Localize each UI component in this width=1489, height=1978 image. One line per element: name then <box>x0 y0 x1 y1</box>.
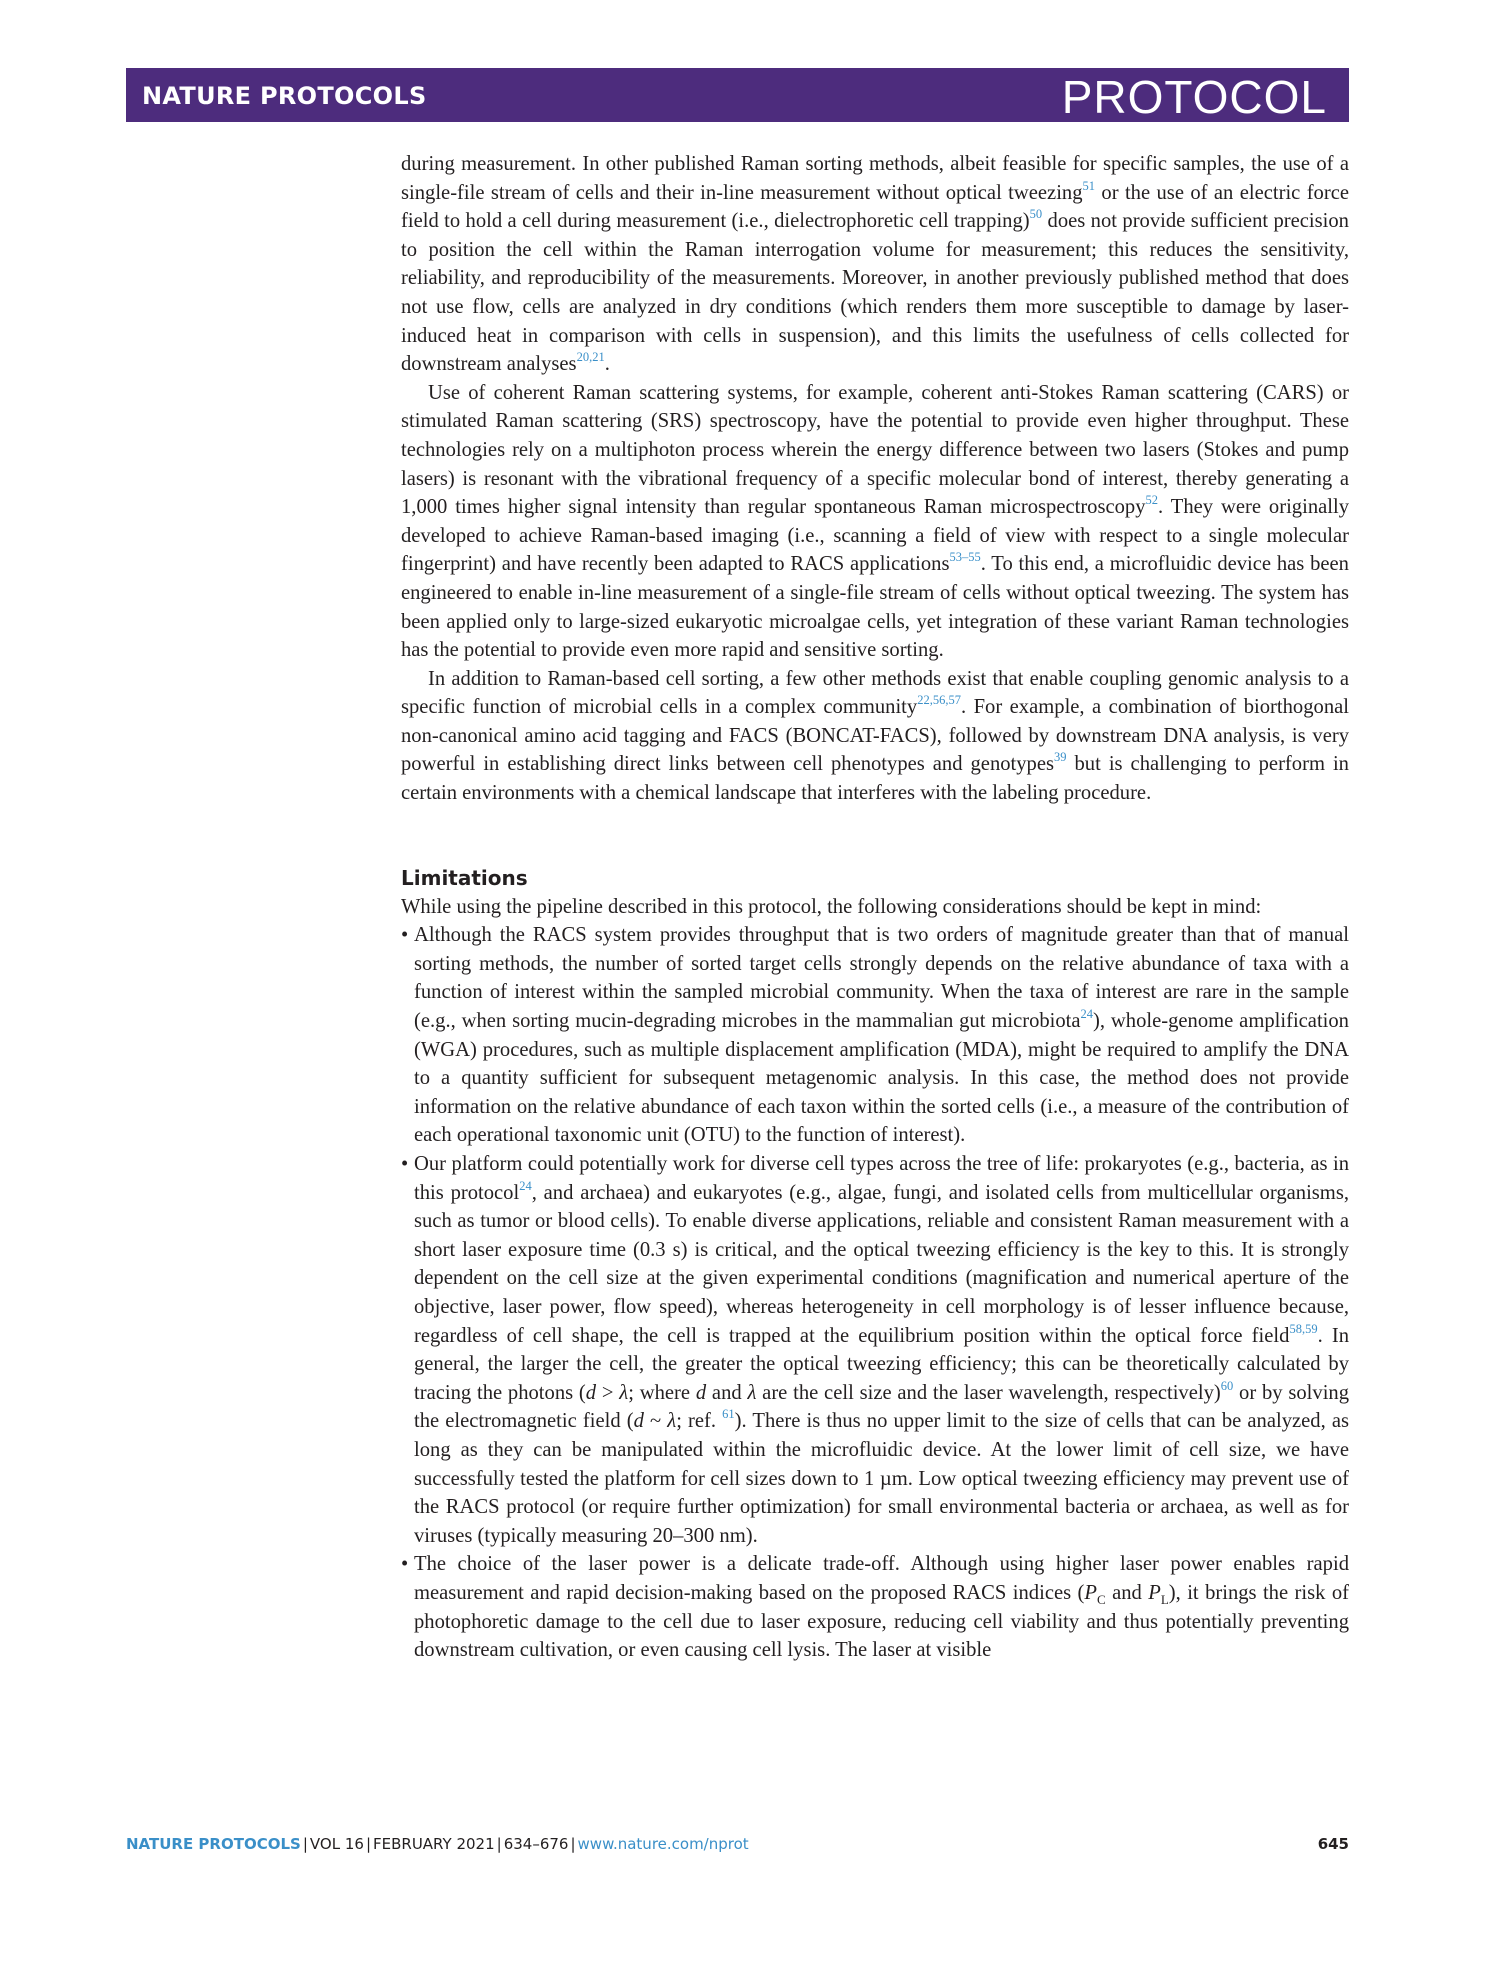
reference-link[interactable]: 24 <box>519 1178 532 1193</box>
limitations-intro: While using the pipeline described in this protocol, the following considerations should be kept in mind: <box>401 895 1262 918</box>
reference-link[interactable]: 58,59 <box>1289 1321 1318 1336</box>
page-number: 645 <box>1317 1835 1349 1853</box>
reference-link[interactable]: 22,56,57 <box>917 693 961 708</box>
reference-link[interactable]: 24 <box>1080 1007 1094 1022</box>
list-item: • Although the RACS system provides throughput that is two orders of magnitude greater than that of manual sorting methods, the number of sorted target cells strongly depends on the relative abundance of taxa with a function of interest within the sampled microbial community. When the taxa of interest are rare in the sample (e.g., when sorting mucin-degrading microbes in the mammalian gut microbiota$^{24}$), whole-genome amplification (WGA) procedures, such as multiple displacement amplification (MDA), might be required to amplify the DNA to a quantity sufficient for subsequent metagenomic analysis. In this case, the method does not provide information on the relative abundance of each taxon within the sorted cells (i.e., a measure of the contribution of each operational taxonomic unit (OTU) to the function of interest). <box>401 921 1349 1150</box>
reference-link[interactable]: 50 <box>1029 207 1043 222</box>
section-heading-limitations: Limitations <box>401 865 528 890</box>
reference-link[interactable]: 53–55 <box>949 550 981 565</box>
paragraph-other-methods: In addition to Raman-based cell sorting, a few other methods exist that enable coupling genomic analysis to a specific function of microbial cells in a complex community$^{22,56,57}$. For example, a combination of biorthogonal non-canonical amino acid tagging and FACS (BONCAT-FACS), followed by downstream DNA analysis, is very powerful in establishing direct links between cell phenotypes and genotypes$^{39}$ but is challenging to perform in certain environments with a chemical landscape that interferes with the labeling procedure. <box>401 667 1349 805</box>
reference-link[interactable]: 51 <box>1082 178 1096 193</box>
list-item: • Our platform could potentially work for diverse cell types across the tree of life: prokaryotes (e.g., bacteria, as in this protocol$^{24}$, and archaea) and eukaryotes (e.g., algae, fungi, and isolated cells from multicellular organisms, such as tumor or blood cells). To enable diverse applications, reliable and consistent Raman measurement with a short laser exposure time (0.3 s) is critical, and the optical tweezing efficiency is the key to this. It is strongly dependent on the cell size at the given experimental conditions (magnification and numerical aperture of the objective, laser power, flow speed), whereas heterogeneity in cell morphology is of lesser influence because, regardless of cell shape, the cell is trapped at the equilibrium position within the optical force field$^{58,59}$. In general, the larger the cell, the greater the optical tweezing efficiency; this can be theoretically calculated by tracing the photons (d > λ; where d and λ are the cell size and the laser wavelength, respectively)$^{60}$ or by solving the electromagnetic field (d ~ λ; ref. $^{61}$). There is thus no upper limit to the size of cells that can be analyzed, as long as they can be manipulated within the microfluidic device. At the lower limit of cell size, we have successfully tested the platform for cell sizes down to 1 µm. Low optical tweezing efficiency may prevent use of the RACS protocol (or require further optimization) for small environmental bacteria or archaea, as well as for viruses (typically measuring 20–300 nm). <box>401 1150 1349 1550</box>
reference-link[interactable]: 20,21 <box>576 350 605 365</box>
reference-link[interactable]: 61 <box>722 1407 735 1422</box>
footer-journal: NATURE PROTOCOLS <box>126 1835 301 1853</box>
footer-url-link[interactable]: www.nature.com/nprot <box>577 1835 749 1853</box>
article-body <box>401 150 1349 1665</box>
reference-link[interactable]: 52 <box>1145 493 1159 508</box>
paragraph-coherent-raman: Use of coherent Raman scattering systems, for example, coherent anti-Stokes Raman scattering (CARS) or stimulated Raman scattering (SRS) spectroscopy, have the potential to provide even higher throughput. These technologies rely on a multiphoton process wherein the energy difference between two lasers (Stokes and pump lasers) is resonant with the vibrational frequency of a specific molecular bond of interest, thereby generating a 1,000 times higher signal intensity than regular spontaneous Raman microspectroscopy$^{52}$. They were originally developed to achieve Raman-based imaging (i.e., scanning a field of view with respect to a single molecular fingerprint) and have recently been adapted to RACS applications$^{53-55}$. To this end, a microfluidic device has been engineered to enable in-line measurement of a single-file stream of cells without optical tweezing. The system has been applied only to large-sized eukaryotic microalgae cells, yet integration of these variant Raman technologies has the potential to provide even more rapid and sensitive sorting. <box>401 381 1349 662</box>
journal-name: NATURE PROTOCOLS <box>142 82 427 110</box>
paragraph-raman-sorting: during measurement. In other published Raman sorting methods, albeit feasible for specific samples, the use of a single-file stream of cells and their in-line measurement without optical tweezing$^{51}$ or the use of an electric force field to hold a cell during measurement (i.e., dielectrophoretic cell trapping)$^{50}$ does not provide sufficient precision to position the cell within the Raman interrogation volume for measurement; this reduces the sensitivity, reliability, and reproducibility of the measurements. Moreover, in another previously published method that does not use flow, cells are analyzed in dry conditions (which renders them more susceptible to damage by laser-induced heat in comparison with cells in suspension), and this limits the usefulness of cells collected for downstream analyses$^{20,21}$. <box>401 153 1349 376</box>
list-item: • The choice of the laser power is a delicate trade-off. Although using higher laser power enables rapid measurement and rapid decision-making based on the proposed RACS indices ($P_C$ and $P_L$), it brings the risk of photophoretic damage to the cell due to laser exposure, reducing cell viability and thus potentially preventing downstream cultivation, or even causing cell lysis. The laser at visible <box>401 1550 1349 1664</box>
footer-date: FEBRUARY 2021 <box>373 1835 495 1853</box>
reference-link[interactable]: 60 <box>1220 1378 1234 1393</box>
limitations-list <box>401 921 1349 1664</box>
page-footer <box>126 1835 1349 1859</box>
footer-citation: NATURE PROTOCOLS | VOL 16 | FEBRUARY 2021 | 634–676 | www.nature.com/nprot <box>126 1835 749 1853</box>
footer-volume: VOL 16 <box>309 1835 364 1853</box>
reference-link[interactable]: 39 <box>1054 750 1067 765</box>
footer-pages: 634–676 <box>503 1835 569 1853</box>
header-bar <box>126 68 1349 122</box>
article-type: PROTOCOL <box>1061 71 1327 123</box>
